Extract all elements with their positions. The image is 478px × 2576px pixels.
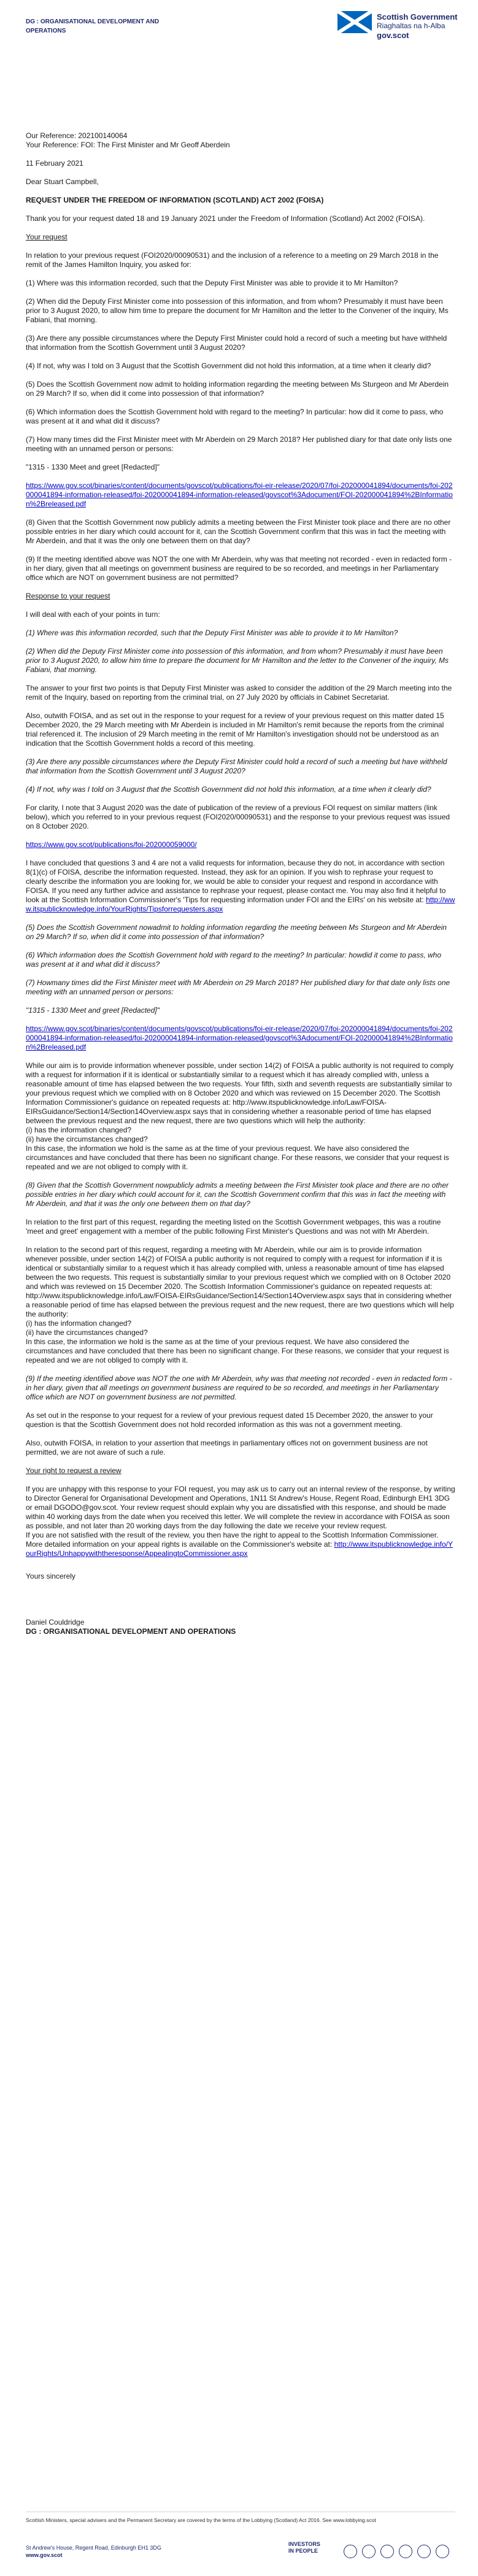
intro-paragraph: Thank you for your request dated 18 and 19 January 2021 under the Freedom of Information (Scotland) Act 2002 (FOISA).: [26, 214, 425, 223]
answer-4-link[interactable]: https://www.gov.scot/publications/foi-202000059000/: [26, 840, 197, 849]
response-question-5: (5) Does the Scottish Government nowadmit to holding information regarding the meeting between Ms Sturgeon and Mr Aberdein on 29 March? If so, when did it come into possession of that information?: [26, 923, 447, 941]
question-7: (7) How many times did the First Minister meet with Mr Aberdein on 29 March 2018? Her published diary for that date only lists one meeting with an unnamed person or persons:: [26, 435, 452, 453]
response-diary-link[interactable]: https://www.gov.scot/binaries/content/documents/govscot/publications/foi-eir-release/2020/07/foi-202000041894/documents/foi-202000041894-information-released/foi-202000041894-information-released/govscot%3Adocument/FOI-202000041894%2BInformation%2Breleased.pdf: [26, 1024, 453, 1051]
logo-gaelic: Riaghaltas na h-Alba: [377, 21, 445, 30]
answer-5-7-point-i: (i) has the information changed?: [26, 1126, 132, 1134]
accreditation-badge-icon: [399, 2545, 412, 2558]
answer-9-outwith: Also, outwith FOISA, in relation to your assertion that meetings in parliamentary offices not on government business are not permitted, we are not aware of such a rule.: [26, 1439, 428, 1456]
letter-title: REQUEST UNDER THE FREEDOM OF INFORMATION (SCOTLAND) ACT 2002 (FOISA): [26, 196, 324, 204]
iip-line-1: INVESTORS: [288, 2541, 320, 2547]
answer-1-2: The answer to your first two points is that Deputy First Minister was asked to consider the addition of the 29 March meeting into the remit of the Inquiry, based on reporting from the criminal trial, on 27 July 2020 by officials in Cabinet Secretariat.: [26, 684, 452, 702]
tips-link[interactable]: http://www.itspublicknowledge.info/YourRights/Tipsforrequesters.aspx: [26, 895, 455, 913]
salutation: Dear Stuart Campbell,: [26, 177, 99, 186]
accreditation-badge-icon: [417, 2545, 431, 2558]
answer-1-2-outwith: Also, outwith FOISA, and as set out in the response to your request for a review of your previous request on this matter dated 15 December 2020, the 29 March meeting with Mr Aberdein is included in Mr Hamilton's remit because the reports from the criminal trial referenced it. The inclusion of 29 March meeting in the remit of Mr Hamilton's investigation should not be understood as an indication that the Scottish Government holds a record of this meeting.: [26, 711, 444, 748]
scottish-government-logo: [337, 9, 460, 45]
review-paragraph-1: If you are unhappy with this response to your FOI request, you may ask us to carry out an internal review of the response, by writing to Director General for Organisational Development and Operations, 1N11 St Andrew's House, Regent Road, Edinburgh EH1 3DG or email DGODO@gov.scot. Your review request should explain why you are dissatisfied with this response, and should be made within 40 working days from the date when you received this letter. We will complete the review in accordance with FOISA as soon as possible, and not later than 20 working days from the day following the date we receive your review request.: [26, 1485, 455, 1530]
our-reference: Our Reference: 202100140064: [26, 131, 128, 140]
question-9: (9) If the meeting identified above was NOT the one with Mr Aberdein, why was that meeting not recorded - even in redacted form - in her diary, given that all meetings on government business are required to be so recorded, and meetings in her Parliamentary office which are NOT on government business are not permitted?: [26, 555, 452, 582]
answer-8-second: In relation to the second part of this request, regarding a meeting with Mr Aberdein, while our aim is to provide information whenever possible, under section 14(2) of FOISA a public authority is not required to comply with a request for information if it is identical or substantially similar to a request which it has already complied with, unless a reasonable amount of time has elapsed between the two requests. This request is substantially similar to your previous request which we complied with on 8 October 2020 and which was reviewed on 15 December 2020. The Scottish Information Commissioner's guidance on repeated requests at: http://www.itspublicknowledge.info/Law/FOISA-EIRsGuidance/Section14/Section14Overview.aspx says that in considering whether a reasonable period of time has elapsed between the previous request and the new request, there are two questions which will help the authority:: [26, 1245, 454, 1318]
your-reference: Your Reference: FOI: The First Minister and Mr Geoff Aberdein: [26, 141, 230, 149]
question-5: (5) Does the Scottish Government now admit to holding information regarding the meeting between Ms Sturgeon and Mr Aberdein on 29 March? If so, when did it come into possession of that information?: [26, 380, 449, 398]
accreditation-badge-icon: [344, 2545, 357, 2558]
logo-url: gov.scot: [377, 31, 409, 40]
header-organisation: [26, 17, 234, 36]
answer-5-7-conclusion: In this case, the information we hold is the same as at the time of your previous request. We have also considered the circumstances and have concluded that there has been no significant change. For these reasons, we consider that your request is repeated and we are not obliged to comply with it.: [26, 1144, 449, 1171]
iip-line-2: IN PEOPLE: [288, 2548, 318, 2554]
references: [26, 131, 455, 150]
signature-block: [26, 1618, 455, 1636]
lobbying-note: Scottish Ministers, special advisers and the Permanent Secretary are covered by the terms of the Lobbying (Scotland) Act 2016. See www.lobbying.scot: [26, 2517, 376, 2523]
response-question-6: (6) Which information does the Scottish Government hold with regard to the meeting? In particular: howdid it come to pass, who was present at it and what did it discuss?: [26, 951, 442, 969]
answer-5-7-point-ii: (ii) have the circumstances changed?: [26, 1135, 148, 1143]
answer-9: As set out in the response to your request for a review of your previous request dated 15 December 2020, the answer to your question is that the Scottish Government does not hold recorded information as this was not a government meeting.: [26, 1411, 433, 1429]
question-6: (6) Which information does the Scottish Government hold with regard to the meeting? In particular: how did it come to pass, who was present at it and what did it discuss?: [26, 408, 444, 425]
response-question-1: (1) Where was this information recorded, such that the Deputy First Minister was able to provide it to Mr Hamilton?: [26, 629, 398, 637]
investors-in-people-logo: [288, 2541, 320, 2555]
logo-text: [377, 12, 457, 40]
footer-address: St Andrew's House, Regent Road, Edinburgh EH1 3DG: [26, 2545, 161, 2551]
letter-date: 11 February 2021: [26, 159, 83, 168]
response-question-3: (3) Are there any possible circumstances where the Deputy First Minister could hold a record of such a meeting but have withheld that information from the Scottish Government until 3 August 2020?: [26, 757, 447, 775]
footer-address-block: [26, 2544, 210, 2559]
question-1: (1) Where was this information recorded, such that the Deputy First Minister was able to provide it to Mr Hamilton?: [26, 279, 398, 287]
accreditation-badge-icon: [436, 2545, 449, 2558]
response-question-8: (8) Given that the Scottish Government nowpublicly admits a meeting between the First Minister took place and there are no other possible entries in her diary which could account for it, can the Scottish Government confirm that this was in fact the meeting with Mr Aberdein, and that it was the only one between them on that day?: [26, 1181, 449, 1208]
accreditation-badge-icon: [380, 2545, 394, 2558]
signature-name: Daniel Couldridge: [26, 1618, 85, 1626]
response-question-7: (7) Howmany times did the First Minister meet with Mr Aberdein on 29 March 2018? Her published diary for that date only lists one meeting with an unnamed person or persons:: [26, 978, 450, 996]
answer-8-conclusion: In this case, the information we hold is the same as at the time of your previous request. We have also considered the circumstances and have concluded that there has been no significant change. For these reasons, we consider that your request is repeated and we are not obliged to comply with it.: [26, 1337, 449, 1364]
response-question-9: (9) If the meeting identified above was NOT the one with Mr Aberdein, why was that meeting not recorded - even in redacted form - in her diary, given that all meetings on government business are required to be so recorded, and meetings in her Parliamentary office which are NOT on government business are not permitted.: [26, 1374, 452, 1401]
footer-url[interactable]: www.gov.scot: [26, 2552, 63, 2558]
answer-4: For clarity, I note that 3 August 2020 was the date of publication of the review of a previous FOI request on similar matters (link below), which you referred to in your previous request (FOI2020/00090531) and the response to your previous request was issued on 8 October 2020.: [26, 803, 450, 830]
answer-8: In relation to the first part of this request, regarding the meeting listed on the Scottish Government webpages, this was a routine 'meet and greet' engagement with a member of the public following First Minister's Questions and was not with Mr Aberdein.: [26, 1218, 441, 1236]
letter-body: [26, 131, 455, 1636]
signature-department: DG : ORGANISATIONAL DEVELOPMENT AND OPERATIONS: [26, 1627, 236, 1636]
answer-3-4: I have concluded that questions 3 and 4 are not a valid requests for information, because they do not, in accordance with section 8(1)(c) of FOISA, describe the information requested. Instead, they ask for an opinion. If you wish to rephrase your request to clearly describe the information you are looking for, we would be able to consider your request and respond in accordance with FOISA. If you need any further advice and assistance to rephrase your request, please contact me. You may also find it helpful to look at the Scottish Information Commissioner's 'Tips for requesting information under FOI and the EIRs' on his website at:: [26, 859, 446, 904]
request-intro: In relation to your previous request (FOI2020/00090531) and the inclusion of a reference to a meeting on 29 March 2018 in the remit of the James Hamilton Inquiry, you asked for:: [26, 251, 439, 269]
question-2: (2) When did the Deputy First Minister come into possession of this information, and from whom? Presumably it must have been prior to 3 August 2020, to allow him time to prepare the document for Mr Hamilton and the letter to the Convener of the inquiry, Ms Fabiani, that morning.: [26, 297, 449, 324]
response-question-2: (2) When did the Deputy First Minister come into possession of this information, and from whom? Presumably it must have been prior to 3 August 2020, to allow him time to prepare the document for Mr Hamilton and the letter to the Convener of the inquiry, Ms Fabiani, that morning.: [26, 647, 449, 674]
review-paragraph-2: If you are not satisfied with the result of the review, you then have the right to appeal to the Scottish Information Commissioner. More detailed information on your appeal rights is available on the Commissioner's website at:: [26, 1531, 439, 1549]
response-diary-quote: "1315 - 1330 Meet and greet [Redacted]": [26, 1006, 160, 1015]
answer-8-point-i: (i) has the information changed?: [26, 1319, 132, 1328]
your-request-heading: Your request: [26, 233, 67, 241]
review-heading: Your right to request a review: [26, 1466, 121, 1475]
diary-quote: "1315 - 1330 Meet and greet [Redacted]": [26, 463, 160, 471]
diary-link[interactable]: https://www.gov.scot/binaries/content/documents/govscot/publications/foi-eir-release/2020/07/foi-202000041894/documents/foi-202000041894-information-released/foi-202000041894-information-released/govscot%3Adocument/FOI-202000041894%2BInformation%2Breleased.pdf: [26, 481, 453, 508]
response-heading: Response to your request: [26, 592, 110, 600]
answer-5-7: While our aim is to provide information whenever possible, under section 14(2) of FOISA a public authority is not required to comply with a request for information if it is identical or substantially similar to a request which it has already complied with, unless a reasonable amount of time has elapsed between the two requests. Your fifth, sixth and seventh requests are substantially similar to your previous request which we complied with on 8 October 2020 and which was reviewed on 15 December 2020. The Scottish Information Commissioner's guidance on repeated requests at: http://www.itspublicknowledge.info/Law/FOISA-EIRsGuidance/Section14/Section14Overview.aspx says that in considering whether a reasonable period of time has elapsed between the previous request and the new request, there are two questions which will help the authority:: [26, 1061, 454, 1125]
saltire-flag-icon: [337, 11, 372, 33]
accreditation-badge-icon: [362, 2545, 376, 2558]
question-8: (8) Given that the Scottish Government now publicly admits a meeting between the First Minister took place and there are no other possible entries in her diary which could account for it, can the Scottish Government confirm that this was in fact the meeting with Mr Aberdein, and that it was the only one between them on that day?: [26, 518, 451, 545]
logo-name: Scottish Government: [377, 12, 458, 21]
response-question-4: (4) If not, why was I told on 3 August that the Scottish Government did not hold this information, at a time when it clearly did?: [26, 785, 431, 794]
closing: Yours sincerely: [26, 1572, 75, 1580]
question-4: (4) If not, why was I told on 3 August that the Scottish Government did not hold this information, at a time when it clearly did?: [26, 362, 431, 370]
response-intro: I will deal with each of your points in turn:: [26, 610, 160, 619]
answer-8-point-ii: (ii) have the circumstances changed?: [26, 1328, 148, 1337]
appeal-link[interactable]: http://www.itspublicknowledge.info/YourRights/Unhappywiththeresponse/AppealingtoCommissioner.aspx: [26, 1540, 453, 1558]
question-3: (3) Are there any possible circumstances where the Deputy First Minister could hold a record of such a meeting but have withheld that information from the Scottish Government until 3 August 2020?: [26, 334, 447, 352]
footer-logos: [288, 2541, 460, 2566]
org-line-1: DG : ORGANISATIONAL DEVELOPMENT AND: [26, 18, 160, 25]
org-line-2: OPERATIONS: [26, 28, 66, 34]
